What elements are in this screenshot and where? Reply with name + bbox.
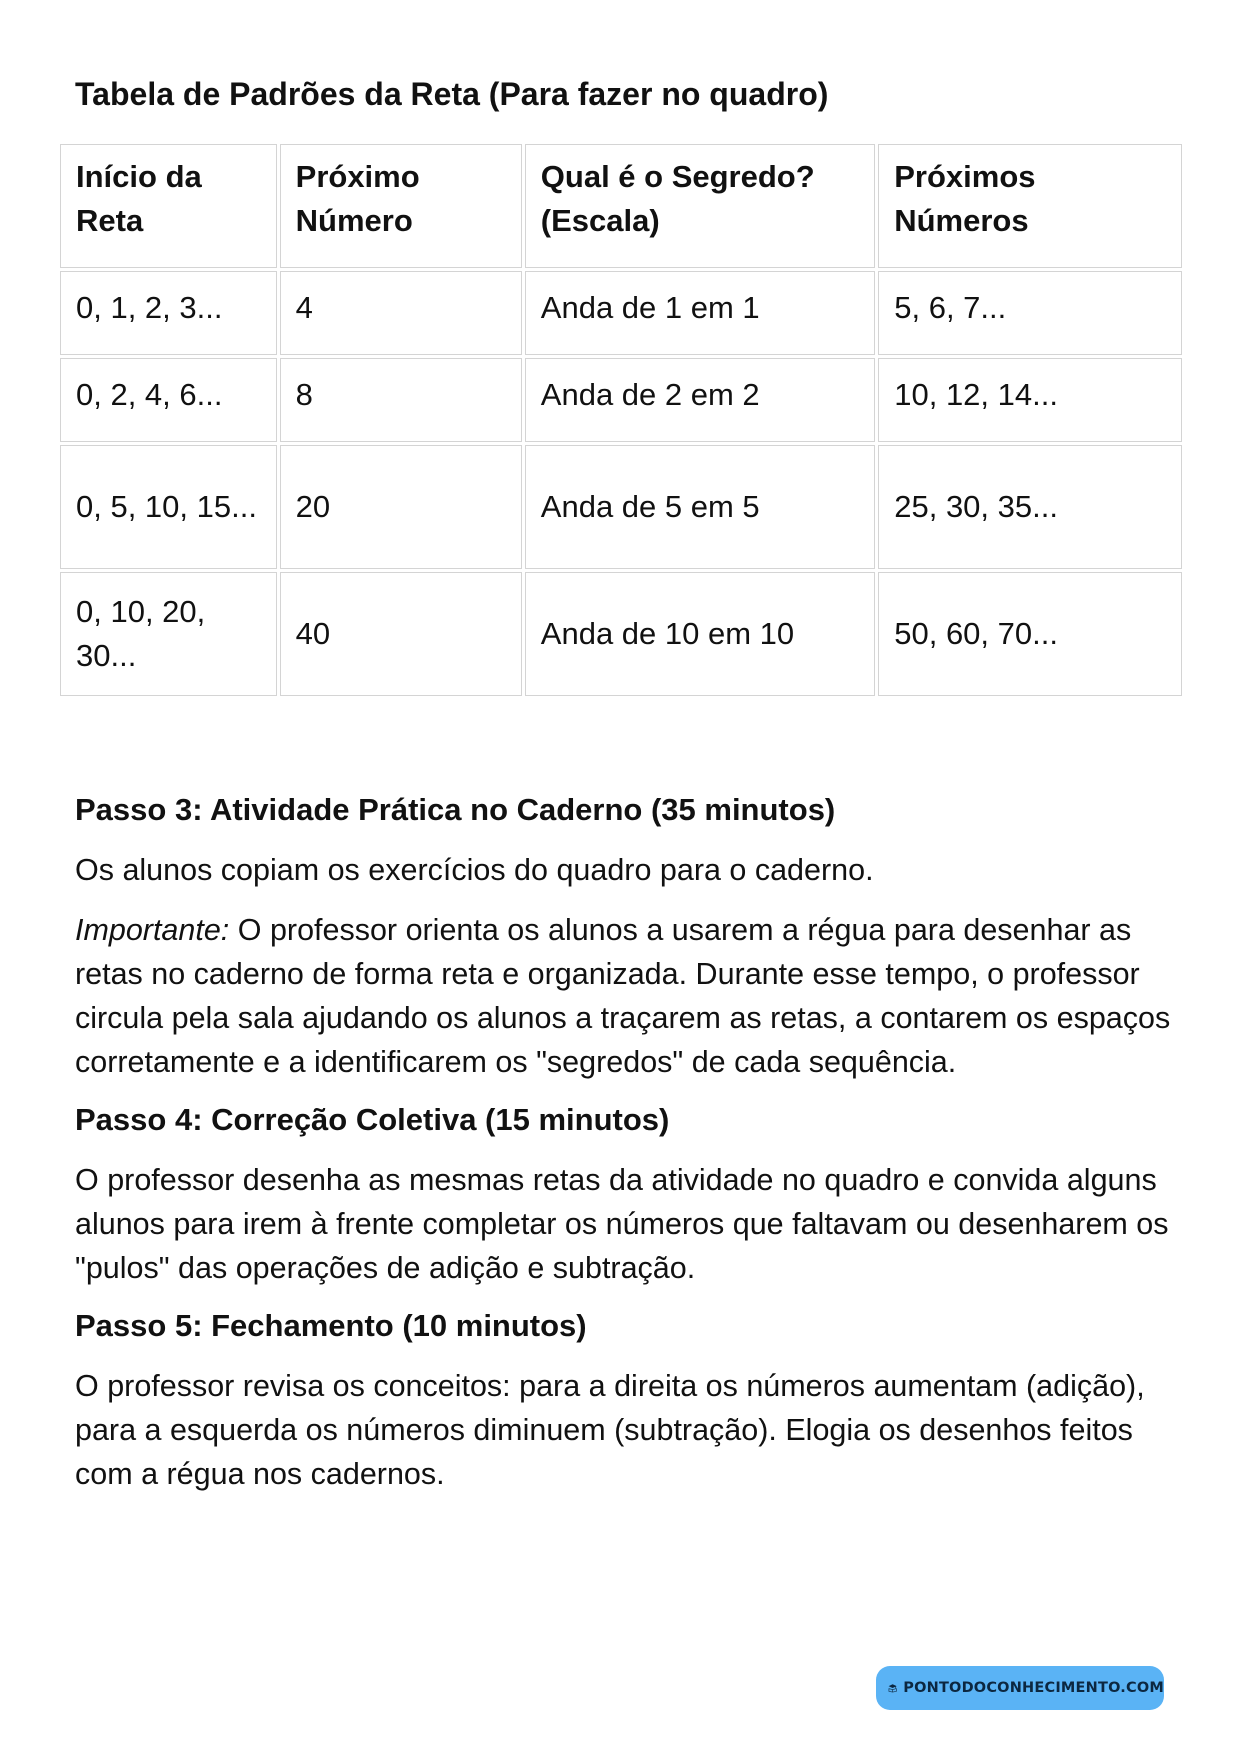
- table-cell: 20: [280, 445, 522, 569]
- step-3-title: Passo 3: Atividade Prática no Caderno (35 minutos): [75, 792, 836, 827]
- step-3-paragraph: Os alunos copiam os exercícios do quadro para o caderno.: [75, 853, 874, 887]
- table-cell: 50, 60, 70...: [878, 572, 1182, 696]
- table-row: [60, 271, 1182, 355]
- graduation-book-icon: [888, 1674, 897, 1702]
- table-cell: 8: [280, 358, 522, 442]
- table-cell: 25, 30, 35...: [878, 445, 1182, 569]
- table-row: [60, 358, 1182, 442]
- brand-text: PONTODOCONHECIMENTO.COM: [903, 1680, 1164, 1696]
- step-3-important-text: O professor orienta os alunos a usarem a régua para desenhar as retas no caderno de forma reta e organizada. Durante esse tempo, o professor circula pela sala ajudando os alunos a traçarem as retas, a contarem os espaços corretamente e a identificarem os "segredos" de cada sequência.: [75, 913, 1171, 1079]
- step-4-paragraph: O professor desenha as mesmas retas da atividade no quadro e convida alguns alunos para irem à frente completar os números que faltavam ou desenharem os "pulos" das operações de adição e subtração.: [75, 1163, 1169, 1285]
- step-3-important-paragraph: [75, 908, 1175, 1084]
- table-cell: Anda de 2 em 2: [525, 358, 875, 442]
- table-row: [60, 572, 1182, 696]
- step-5-paragraph: O professor revisa os conceitos: para a direita os números aumentam (adição), para a esquerda os números diminuem (subtração). Elogia os desenhos feitos com a régua nos cadernos.: [75, 1369, 1145, 1491]
- table-cell: Anda de 1 em 1: [525, 271, 875, 355]
- step-4-title: Passo 4: Correção Coletiva (15 minutos): [75, 1102, 670, 1137]
- patterns-table: [57, 141, 1185, 699]
- table-title: Tabela de Padrões da Reta (Para fazer no quadro): [75, 76, 829, 112]
- important-label: Importante:: [75, 913, 230, 947]
- table-cell: 0, 1, 2, 3...: [60, 271, 277, 355]
- steps-section: [75, 790, 1175, 1512]
- table-cell: Anda de 10 em 10: [525, 572, 875, 696]
- table-cell: 4: [280, 271, 522, 355]
- table-row: [60, 445, 1182, 569]
- table-cell: 5, 6, 7...: [878, 271, 1182, 355]
- header-inicio-da-reta: Início da Reta: [60, 144, 277, 268]
- step-5-title: Passo 5: Fechamento (10 minutos): [75, 1308, 587, 1343]
- header-proximo-numero: Próximo Número: [280, 144, 522, 268]
- table-cell: 10, 12, 14...: [878, 358, 1182, 442]
- table-cell: 40: [280, 572, 522, 696]
- table-cell: Anda de 5 em 5: [525, 445, 875, 569]
- table-cell: 0, 5, 10, 15...: [60, 445, 277, 569]
- table-cell: 0, 2, 4, 6...: [60, 358, 277, 442]
- header-segredo-escala: Qual é o Segredo? (Escala): [525, 144, 875, 268]
- table-header-row: [60, 144, 1182, 268]
- brand-badge[interactable]: [876, 1666, 1164, 1710]
- table-cell: 0, 10, 20, 30...: [60, 572, 277, 696]
- header-proximos-numeros: Próximos Números: [878, 144, 1182, 268]
